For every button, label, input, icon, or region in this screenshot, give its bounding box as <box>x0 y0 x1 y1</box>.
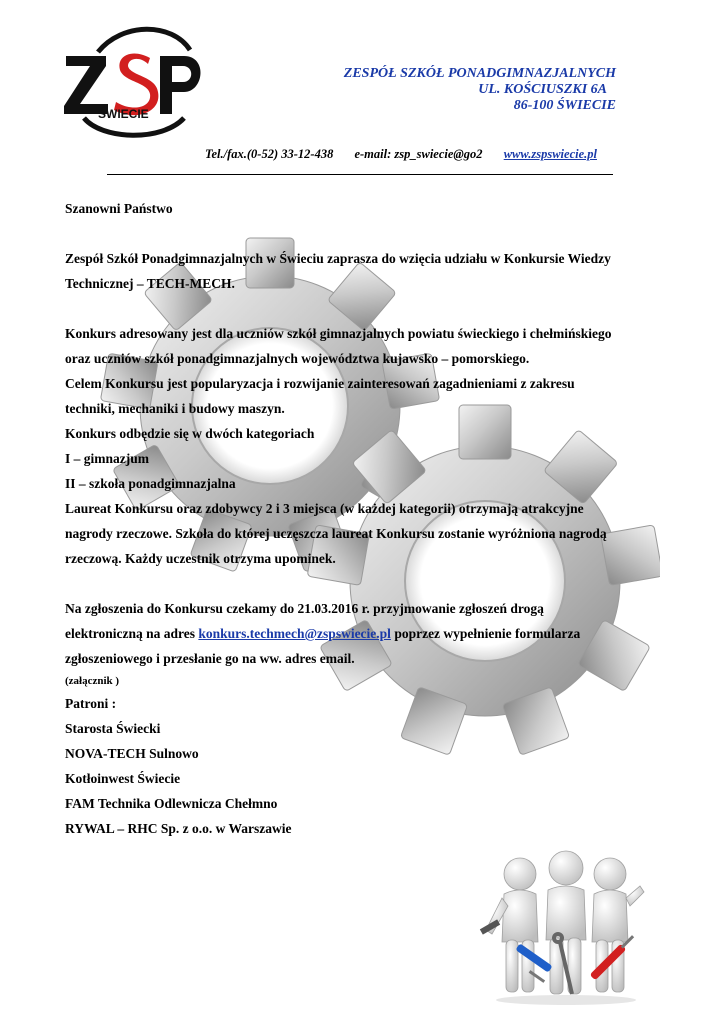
paragraph-deadline-3: zgłoszeniowego i przesłanie go na ww. adres email. <box>65 651 355 666</box>
deadline-text-pre: elektroniczną na adres <box>65 626 199 641</box>
category-1: I – gimnazjum <box>65 451 149 466</box>
paragraph-audience-1: Konkurs adresowany jest dla uczniów szkół gimnazjalnych powiatu świeckiego i chełmińskiego <box>65 326 612 341</box>
category-2: II – szkoła ponadgimnazjalna <box>65 476 236 491</box>
letter-body <box>65 196 665 841</box>
email: e-mail: zsp_swiecie@go2 <box>354 147 483 161</box>
paragraph-goal-1: Celem Konkursu jest popularyzacja i rozwijanie zainteresowań zagadnieniami z zakresu <box>65 376 575 391</box>
workers-illustration <box>478 846 648 1006</box>
paragraph-invite-1: Zespół Szkół Ponadgimnazjalnych w Świeciu zaprasza do wzięcia udziału w Konkursie Wiedzy <box>65 251 611 266</box>
patron-item: Kotłoinwest Świecie <box>65 771 181 786</box>
street: UL. KOŚCIUSZKI 6A <box>478 82 607 97</box>
paragraph-audience-2: oraz uczniów szkół ponadgimnazjalnych województwa kujawsko – pomorskiego. <box>65 351 530 366</box>
patron-item: Starosta Świecki <box>65 721 161 736</box>
header-divider <box>107 174 613 175</box>
categories-intro: Konkurs odbędzie się w dwóch kategoriach <box>65 426 315 441</box>
contact-line <box>205 147 597 162</box>
contest-email-link[interactable]: konkurs.techmech@zspswiecie.pl <box>198 626 391 641</box>
paragraph-deadline-2 <box>65 621 665 646</box>
patron-item: NOVA-TECH Sulnowo <box>65 746 199 761</box>
greeting: Szanowni Państwo <box>65 201 173 216</box>
paragraph-prizes-1: Laureat Konkursu oraz zdobywcy 2 i 3 miejsca (w każdej kategorii) otrzymają atrakcyjne <box>65 501 584 516</box>
website-link[interactable]: www.zspswiecie.pl <box>503 147 597 161</box>
phone: Tel./fax.(0-52) 33-12-438 <box>205 147 334 161</box>
school-logo <box>62 26 212 138</box>
postal-city: 86-100 ŚWIECIE <box>513 98 616 113</box>
paragraph-prizes-3: rzeczową. Każdy uczestnik otrzyma upominek. <box>65 551 336 566</box>
paragraph-deadline-1: Na zgłoszenia do Konkursu czekamy do 21.03.2016 r. przyjmowanie zgłoszeń drogą <box>65 601 544 616</box>
patron-item: RYWAL – RHC Sp. z o.o. w Warszawie <box>65 821 292 836</box>
paragraph-goal-2: techniki, mechaniki i budowy maszyn. <box>65 401 285 416</box>
deadline-text-post: poprzez wypełnienie formularza <box>390 626 581 641</box>
school-name: ZESPÓŁ SZKÓŁ PONADGIMNAZJALNYCH <box>343 66 616 81</box>
school-address <box>344 66 616 114</box>
paragraph-prizes-2: nagrody rzeczowe. Szkoła do której uczęszcza laureat Konkursu zostanie wyróżniona nagrodą <box>65 526 607 541</box>
attachment-note: (załącznik ) <box>65 675 120 687</box>
patrons-title: Patroni : <box>65 696 117 711</box>
logo-city: ŚWIECIE <box>98 107 149 121</box>
patron-item: FAM Technika Odlewnicza Chełmno <box>65 796 278 811</box>
paragraph-invite-2: Technicznej – TECH-MECH. <box>65 276 235 291</box>
